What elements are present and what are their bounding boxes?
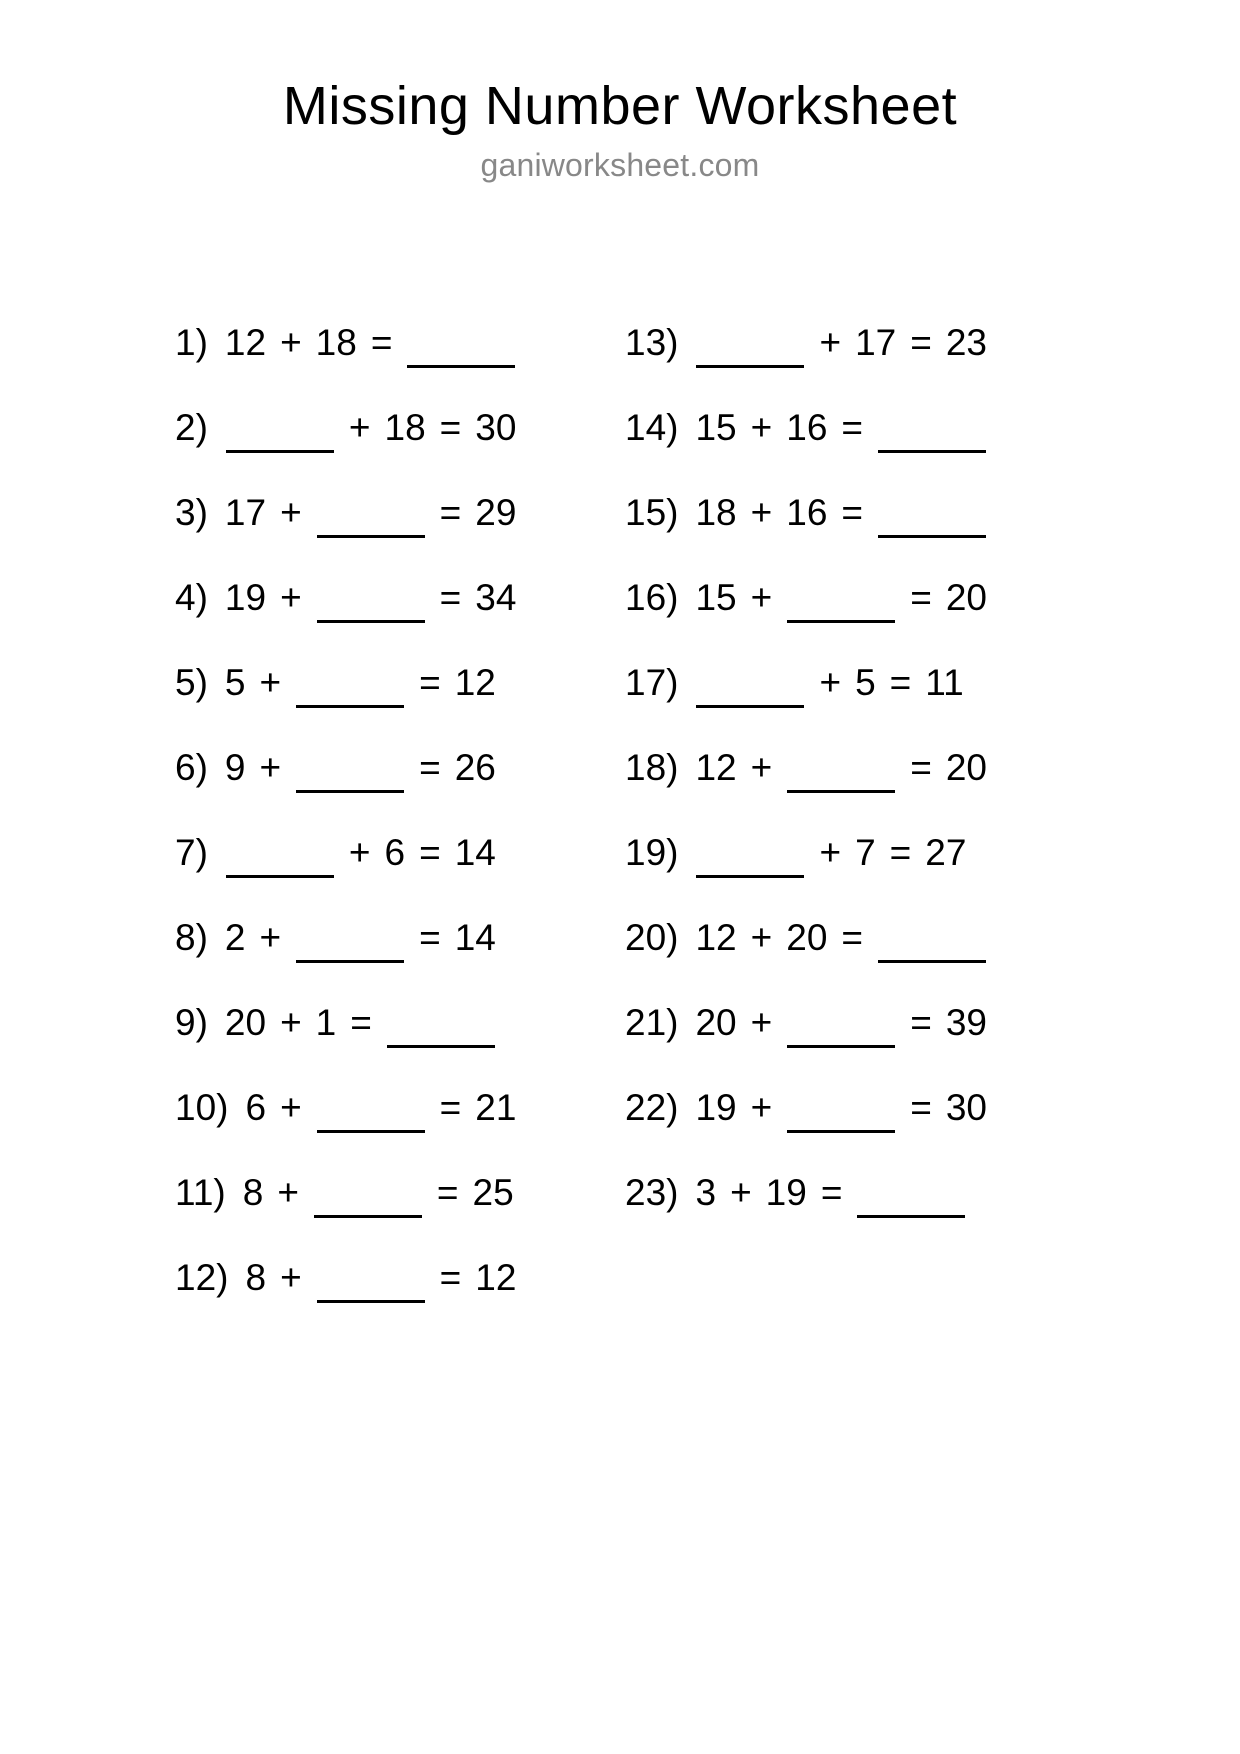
equals-sign: = [419,747,441,788]
problem-row [175,300,625,385]
problem-number: 10) [175,1087,229,1128]
equals-sign: = [439,1257,462,1298]
plus-sign: + [750,1087,773,1128]
answer-blank-sum[interactable] [878,420,986,453]
problem-column-right [625,300,1075,1235]
problem-row [625,810,1075,895]
plus-sign: + [277,1172,299,1213]
answer-blank-sum[interactable] [878,505,986,538]
answer-blank-addend-2[interactable] [787,1100,895,1133]
problem-row [175,470,625,555]
problem-number: 23) [625,1172,679,1213]
problem-row [625,385,1075,470]
answer-blank-addend-2[interactable] [296,760,404,793]
equals-sign: = [910,1002,932,1043]
answer-blank-addend-2[interactable] [314,1185,422,1218]
sum: 23 [945,322,988,363]
equals-sign: = [841,407,864,448]
answer-blank-addend-1[interactable] [226,420,334,453]
answer-blank-addend-1[interactable] [696,675,804,708]
problem-number: 18) [625,747,679,788]
problem-number: 19) [625,832,679,873]
addend-1: 15 [695,407,737,448]
answer-blank-addend-1[interactable] [226,845,334,878]
sum: 29 [475,492,517,533]
plus-sign: + [819,322,842,363]
problem-number: 16) [625,577,679,618]
answer-blank-addend-2[interactable] [317,590,425,623]
problem-row [175,810,625,895]
problem-row [625,555,1075,640]
addend-2: 18 [384,407,426,448]
equals-sign: = [841,917,864,958]
plus-sign: + [259,662,282,703]
addend-2: 1 [315,1002,337,1043]
problem-row [625,895,1075,980]
sum: 26 [454,747,496,788]
plus-sign: + [280,1002,302,1043]
problem-row [175,1150,625,1235]
addend-1: 19 [695,1087,737,1128]
problem-number: 5) [175,662,208,703]
plus-sign: + [750,407,773,448]
sum: 34 [475,577,517,618]
addend-2: 16 [786,492,828,533]
answer-blank-addend-2[interactable] [317,1270,425,1303]
plus-sign: + [750,747,773,788]
problem-row [625,1150,1075,1235]
plus-sign: + [280,492,302,533]
addend-1: 9 [224,747,246,788]
plus-sign: + [730,1172,752,1213]
problem-number: 12) [175,1257,229,1298]
sum: 14 [454,917,496,958]
worksheet-header [0,0,1240,184]
equals-sign: = [910,577,932,618]
sum: 14 [454,832,496,873]
sum: 30 [945,1087,988,1128]
sum: 11 [925,662,964,703]
addend-2: 18 [315,322,357,363]
equals-sign: = [820,1172,843,1213]
problem-number: 7) [175,832,208,873]
equals-sign: = [889,662,912,703]
answer-blank-sum[interactable] [878,930,986,963]
addend-1: 15 [695,577,737,618]
problem-row [175,640,625,725]
problem-row [625,470,1075,555]
addend-1: 5 [224,662,246,703]
addend-2: 6 [384,832,406,873]
problem-number: 3) [175,492,208,533]
problem-number: 2) [175,407,208,448]
answer-blank-addend-1[interactable] [696,335,804,368]
plus-sign: + [348,407,371,448]
equals-sign: = [439,577,462,618]
problem-row [625,300,1075,385]
problem-row [175,1235,625,1320]
addend-1: 3 [695,1172,717,1213]
equals-sign: = [439,1087,462,1128]
answer-blank-sum[interactable] [857,1185,965,1218]
addend-1: 2 [224,917,246,958]
sum: 30 [475,407,517,448]
addend-2: 16 [786,407,828,448]
problem-number: 4) [175,577,208,618]
problem-number: 22) [625,1087,679,1128]
equals-sign: = [841,492,864,533]
answer-blank-sum[interactable] [407,335,515,368]
answer-blank-addend-2[interactable] [296,930,404,963]
addend-2: 19 [765,1172,807,1213]
problem-number: 9) [175,1002,208,1043]
problem-number: 15) [625,492,679,533]
problem-number: 8) [175,917,208,958]
answer-blank-addend-1[interactable] [696,845,804,878]
answer-blank-addend-2[interactable] [787,590,895,623]
plus-sign: + [280,1087,302,1128]
problem-row [175,895,625,980]
equals-sign: = [439,492,462,533]
problem-number: 21) [625,1002,679,1043]
sum: 27 [925,832,967,873]
answer-blank-sum[interactable] [387,1015,495,1048]
addend-1: 8 [245,1257,267,1298]
equals-sign: = [889,832,912,873]
problem-row [625,725,1075,810]
answer-blank-addend-2[interactable] [787,1015,895,1048]
sum: 20 [945,577,988,618]
problem-number: 14) [625,407,679,448]
addend-1: 18 [695,492,737,533]
equals-sign: = [910,322,932,363]
addend-1: 17 [224,492,267,533]
equals-sign: = [419,917,441,958]
addend-2: 7 [855,832,876,873]
addend-1: 12 [695,747,737,788]
problem-number: 6) [175,747,208,788]
problem-row [175,725,625,810]
equals-sign: = [910,747,932,788]
problem-column-left [175,300,625,1320]
problem-number: 20) [625,917,679,958]
plus-sign: + [280,577,302,618]
problem-number: 11) [175,1172,226,1213]
addend-2: 20 [786,917,828,958]
addend-1: 20 [224,1002,267,1043]
addend-1: 12 [695,917,737,958]
problem-number: 17) [625,662,679,703]
addend-1: 8 [242,1172,264,1213]
equals-sign: = [910,1087,932,1128]
problem-row [175,980,625,1065]
equals-sign: = [419,832,441,873]
problem-number: 13) [625,322,679,363]
addend-2: 5 [855,662,876,703]
sum: 12 [454,662,496,703]
problem-row [625,640,1075,725]
equals-sign: = [350,1002,372,1043]
sum: 39 [945,1002,988,1043]
plus-sign: + [750,917,773,958]
plus-sign: + [280,322,302,363]
plus-sign: + [750,577,773,618]
addend-2: 17 [855,322,897,363]
equals-sign: = [436,1172,459,1213]
plus-sign: + [259,917,282,958]
plus-sign: + [819,832,842,873]
answer-blank-addend-2[interactable] [296,675,404,708]
plus-sign: + [750,1002,773,1043]
plus-sign: + [819,662,842,703]
problem-row [625,980,1075,1065]
equals-sign: = [439,407,462,448]
addend-1: 19 [224,577,267,618]
problem-row [175,385,625,470]
problem-row [175,555,625,640]
plus-sign: + [259,747,282,788]
site-attribution: ganiworksheet.com [480,146,760,183]
page-title: Missing Number Worksheet [282,76,958,136]
sum: 12 [475,1257,517,1298]
answer-blank-addend-2[interactable] [787,760,895,793]
problem-number: 1) [175,322,208,363]
sum: 21 [475,1087,517,1128]
answer-blank-addend-2[interactable] [317,505,425,538]
addend-1: 6 [245,1087,267,1128]
problem-row [625,1065,1075,1150]
problem-grid [0,300,1240,1320]
addend-1: 12 [224,322,267,363]
addend-1: 20 [695,1002,737,1043]
plus-sign: + [348,832,371,873]
plus-sign: + [750,492,773,533]
plus-sign: + [280,1257,302,1298]
problem-row [175,1065,625,1150]
sum: 25 [472,1172,514,1213]
equals-sign: = [419,662,441,703]
answer-blank-addend-2[interactable] [317,1100,425,1133]
equals-sign: = [370,322,393,363]
sum: 20 [945,747,988,788]
